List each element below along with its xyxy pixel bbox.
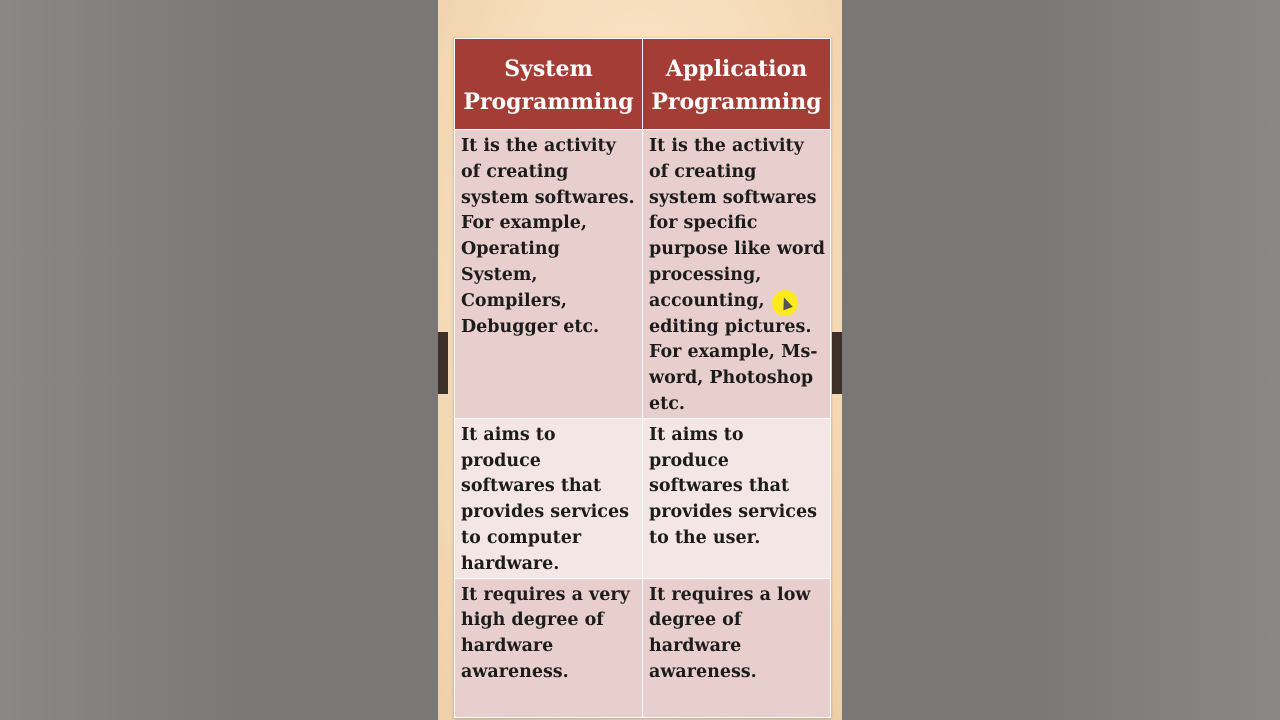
cell-system-aim: It aims to produce softwares that provides services to computer hardware. — [455, 418, 643, 578]
decorative-band-left — [438, 332, 448, 394]
decorative-band-right — [832, 332, 842, 394]
header-system-programming: System Programming — [455, 39, 643, 130]
cell-application-aim: It aims to produce softwares that provides services to the user. — [643, 418, 831, 578]
comparison-table — [454, 38, 831, 718]
cell-application-hardware-awareness: It requires a low degree of hardware awareness. — [643, 578, 831, 717]
cell-system-hardware-awareness: It requires a very high degree of hardware awareness. — [455, 578, 643, 717]
table-row — [455, 418, 831, 578]
table-row — [455, 578, 831, 717]
header-application-programming: Application Programming — [643, 39, 831, 130]
table-header-row — [455, 39, 831, 130]
cell-application-definition: It is the activity of creating system softwares for specific purpose like word processing, accounting, editing pictures. For example, Ms-word, Photoshop etc. — [643, 130, 831, 419]
cell-system-definition: It is the activity of creating system softwares. For example, Operating System, Compilers, Debugger etc. — [455, 130, 643, 419]
table-row — [455, 130, 831, 419]
slide — [438, 0, 842, 720]
